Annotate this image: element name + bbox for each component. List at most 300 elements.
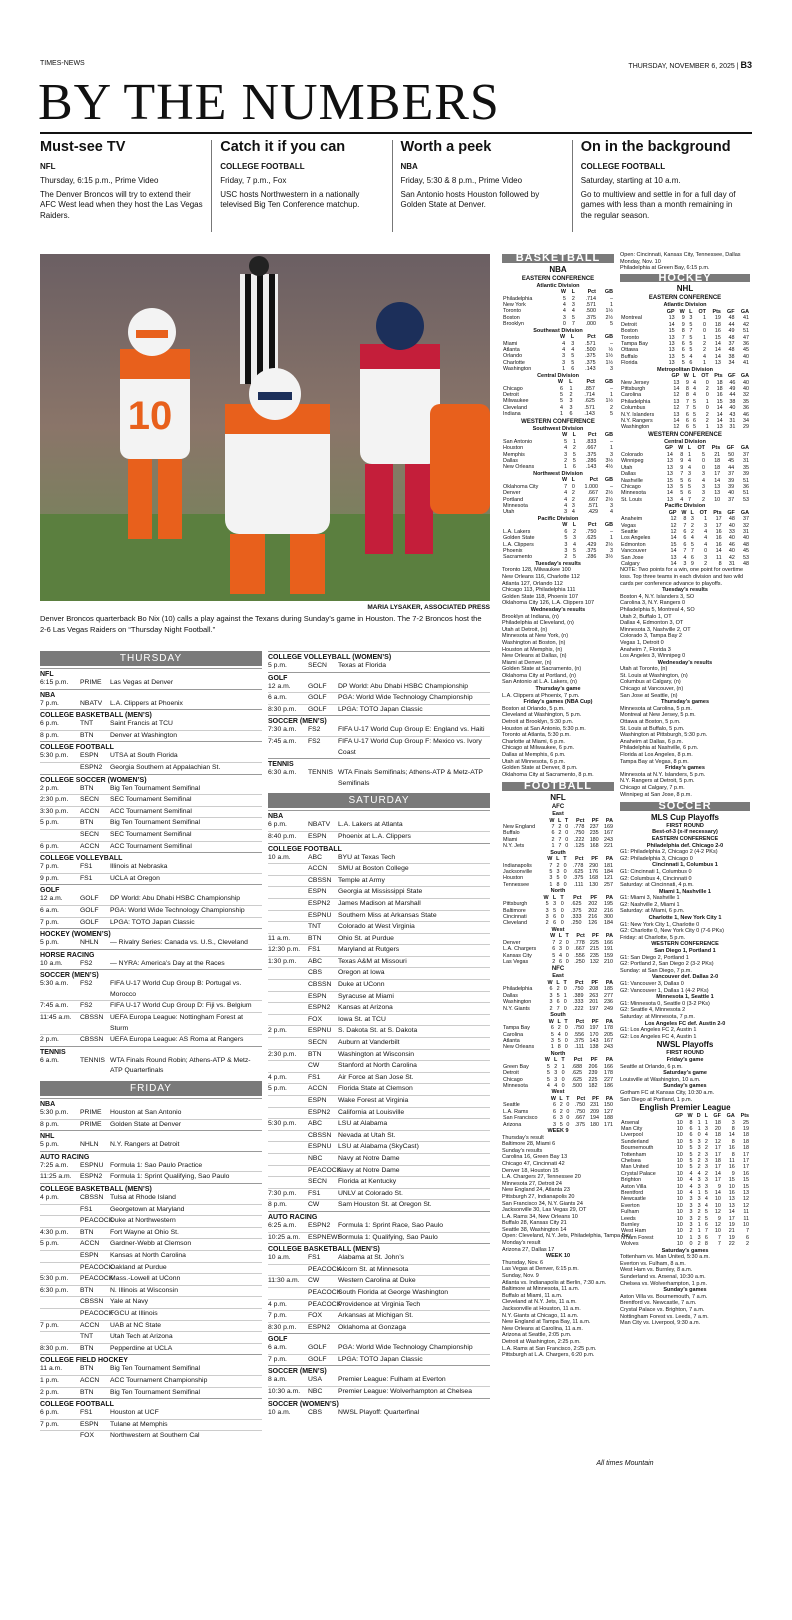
standings-cell: 0: [565, 946, 569, 953]
standings-cell: 10: [676, 1177, 683, 1184]
standings-cell: 10: [714, 1202, 721, 1209]
standings-header-cell: GB: [604, 379, 613, 386]
pick-category: COLLEGE FOOTBALL: [220, 161, 305, 171]
standings-cell: 4: [692, 386, 696, 393]
standings-header-cell: Pts: [712, 308, 721, 315]
standings-cell: 4: [610, 509, 613, 516]
standings-cell: 34: [728, 360, 735, 367]
standings-cell: 35: [743, 464, 749, 471]
division-name: North: [550, 888, 566, 895]
listing-event: South Florida at George Washington: [338, 1288, 449, 1296]
standings-cell: 45: [728, 458, 735, 465]
standings-header-cell: Pct: [586, 379, 595, 386]
standings-cell: Golden State: [503, 535, 535, 542]
result-line: Winnipeg at San Jose, 8 p.m.: [620, 791, 692, 798]
listing-row: [268, 991, 490, 1003]
standings-cell: .571: [587, 502, 598, 509]
standings-cell: Wolves: [621, 1241, 639, 1248]
standings-cell: 40: [743, 353, 749, 360]
section-header-football: FOOTBALL: [502, 782, 614, 791]
standings-cell: 9: [680, 458, 684, 465]
sport-heading: COLLEGE FOOTBALL: [40, 1398, 262, 1408]
standings-cell: 6: [681, 347, 685, 354]
listing-time: 8 a.m.: [268, 1376, 287, 1384]
standings-cell: 48: [728, 315, 735, 322]
listing-time: [40, 830, 80, 841]
standings-cell: 0: [563, 869, 567, 875]
standings-cell: 202: [588, 901, 598, 908]
listing-event: Mass.-Lowell at UConn: [110, 1275, 181, 1283]
standings-header-cell: L: [572, 432, 576, 439]
standings-cell: Carolina: [503, 1031, 524, 1038]
listing-event: Wake Forest at Virginia: [338, 1097, 409, 1104]
standings-cell: 2: [705, 411, 709, 418]
standings-cell: Man United: [621, 1164, 649, 1171]
standings-cell: 48: [743, 541, 749, 548]
sport-heading: SOCCER (WOMEN’S): [268, 1398, 490, 1408]
standings-cell: 5: [680, 477, 684, 484]
listing-event: Arkansas at Michigan St.: [338, 1312, 414, 1320]
standings-cell: 0: [563, 986, 567, 993]
standings-cell: 16: [728, 1145, 735, 1152]
standings-cell: 166: [604, 1063, 613, 1070]
standings-cell: 8: [557, 1044, 561, 1051]
listing-event: Houston at UCF: [110, 1409, 159, 1417]
standings-cell: 1: [610, 392, 613, 399]
listing-time: 8:40 p.m.: [268, 832, 297, 840]
standings-cell: 16: [743, 1170, 749, 1177]
listing-time: 2 p.m.: [268, 1027, 287, 1035]
result-line: San Francisco 34, N.Y. Giants 24: [502, 1200, 583, 1207]
nba-division-table: [502, 432, 614, 470]
playoff-line: G1: Los Angeles FC 2, Austin 1: [620, 1027, 697, 1034]
standings-cell: 0: [564, 1031, 568, 1038]
listing-event: Oklahoma at Gonzaga: [338, 1323, 407, 1331]
standings-cell: 0: [701, 458, 705, 465]
standings-cell: 6: [689, 1125, 693, 1132]
result-line: Jacksonville 30, Las Vegas 29, OT: [502, 1207, 587, 1214]
standings-cell: 41: [743, 315, 749, 322]
standings-cell: 19: [714, 315, 721, 322]
pick-heading: Catch it if you can: [220, 139, 346, 155]
playoff-line: EASTERN CONFERENCE: [651, 835, 719, 842]
standings-cell: 2: [705, 386, 709, 393]
standings-cell: .375: [571, 907, 582, 914]
standings-cell: 185: [604, 986, 613, 993]
listing-time: 10:25 a.m.: [268, 1233, 301, 1241]
standings-cell: 5: [689, 347, 693, 354]
listing-event: FIFA U-17 World Cup Group F: Mexico vs. Ivory Coast: [338, 737, 482, 756]
result-line: Utah at Minnesota, 6 p.m.: [502, 758, 565, 765]
standings-header-cell: Pct: [587, 289, 596, 296]
listing-event: Alabama at St. John’s: [338, 1254, 404, 1262]
listing-event: SMU at Boston College: [338, 865, 409, 873]
nba-division-table: [502, 334, 614, 372]
listing-event: Kansas at Arizona: [338, 1004, 393, 1012]
standings-cell: L.A. Chargers: [503, 946, 537, 953]
listing-row: [40, 1140, 262, 1151]
listing-network: SECN: [80, 830, 99, 838]
standings-cell: 48: [728, 334, 735, 341]
standings-cell: Chicago: [503, 385, 523, 392]
playoff-line: G2: Philadelphia 3, Chicago 0: [620, 855, 693, 862]
standings-cell: 36: [743, 483, 749, 490]
listing-network: CBSSN: [308, 1131, 332, 1139]
standings-cell: 12: [673, 424, 680, 431]
result-line: L.A. Chargers 27, Tennessee 20: [502, 1174, 581, 1181]
standings-cell: 4: [689, 1177, 693, 1184]
standings-cell: 8: [731, 1125, 735, 1132]
standings-cell: 7: [685, 405, 689, 412]
standings-cell: 7: [704, 1228, 708, 1235]
listing-row: [268, 1287, 490, 1299]
listing-time: 5 p.m.: [268, 662, 287, 669]
standings-cell: Philadelphia: [621, 398, 651, 405]
listing-event: Florida at Kentucky: [338, 1178, 397, 1186]
standings-cell: 227: [604, 1076, 613, 1083]
standings-cell: 4: [571, 347, 575, 354]
result-line: N.Y. Giants at Chicago, 11 a.m.: [502, 1312, 579, 1319]
listing-network: PEACOCK: [80, 1309, 114, 1317]
listing-time: [40, 1297, 80, 1308]
sport-heading: HORSE RACING: [40, 949, 262, 959]
listing-network: CW: [308, 1201, 320, 1209]
listing-event: Auburn at Vanderbilt: [338, 1039, 400, 1047]
listing-time: 7 p.m.: [40, 1321, 59, 1329]
standings-cell: 18: [743, 1138, 749, 1145]
standings-cell: 1½: [605, 353, 613, 360]
listing-time: 7 p.m.: [40, 918, 59, 926]
standings-cell: 206: [588, 1063, 598, 1070]
standings-cell: 7: [717, 1234, 721, 1241]
standings-header-cell: GA: [740, 373, 749, 380]
standings-cell: 127: [604, 1108, 613, 1115]
listing-network: FS2: [80, 980, 93, 988]
listing-time: 4 p.m.: [268, 1073, 287, 1081]
listing-network: ESPNU: [308, 1027, 332, 1035]
standings-cell: 14: [673, 418, 680, 425]
standings-cell: 5: [692, 411, 696, 418]
standings-cell: 4: [559, 404, 563, 411]
standings-cell: 290: [589, 862, 599, 869]
standings-cell: 16: [715, 541, 722, 548]
listing-network: ESPN2: [308, 1108, 331, 1116]
standings-cell: 9: [680, 464, 684, 471]
standings-cell: 3: [701, 471, 705, 478]
standings-cell: 3: [610, 366, 613, 373]
listing-event: Duke at UConn: [338, 981, 385, 989]
standings-cell: 11: [743, 1209, 749, 1216]
listing-row: [40, 1056, 262, 1077]
schedule-list: [620, 1294, 750, 1327]
standings-cell: 3: [610, 451, 613, 458]
standings-cell: 0: [560, 920, 564, 927]
standings-cell: Newcastle: [621, 1196, 646, 1203]
standings-column-hockey-soccer: [620, 252, 750, 1327]
listing-event: UAB at NC State: [110, 1321, 161, 1329]
result-line: Everton vs. Fulham, 8 a.m.: [620, 1260, 686, 1267]
standings-cell: Montreal: [621, 315, 642, 322]
standings-cell: 4: [689, 1170, 693, 1177]
standings-cell: 6: [571, 366, 575, 373]
listing-event: ACC Tournament Semifinal: [110, 807, 192, 815]
listing-time: 7:30 p.m.: [268, 1189, 297, 1197]
standings-cell: 0: [563, 862, 567, 869]
standings-cell: 0: [560, 914, 564, 921]
standings-cell: .667: [587, 496, 598, 503]
listing-row: [268, 1025, 490, 1037]
listing-time: [268, 1131, 308, 1142]
listing-network: ABC: [308, 957, 322, 965]
listing-network: ACCN: [80, 1240, 100, 1248]
standings-cell: 12: [714, 1209, 721, 1216]
nhl-division-table: [620, 373, 750, 431]
result-line: Thursday’s result: [502, 1134, 544, 1141]
result-line: Montreal at New Jersey, 5 p.m.: [620, 712, 696, 719]
nba-division-table: [502, 289, 614, 327]
listing-time: [40, 1431, 80, 1442]
listing-time: 11:45 a.m.: [40, 1014, 72, 1022]
standings-cell: 1: [702, 360, 706, 367]
standings-cell: .688: [571, 1063, 583, 1070]
listing-event: DP World: Abu Dhabi HSBC Championship: [110, 895, 241, 903]
listing-event: ACC Tournament Championship: [110, 1376, 208, 1384]
standings-cell: Edmonton: [621, 541, 646, 548]
standings-cell: Arizona: [503, 1121, 522, 1128]
result-line: West Ham vs. Burnley, 8 a.m.: [620, 1267, 693, 1274]
standings-cell: .389: [572, 992, 584, 999]
listing-network: ACCN: [80, 1376, 100, 1384]
result-line: Vegas 1, Detroit 0: [620, 639, 664, 646]
listing-event: UNLV at Colorado St.: [338, 1189, 403, 1197]
playoff-line: G2: Los Angeles FC 4, Austin 1: [620, 1033, 697, 1040]
result-line: Open: Cleveland, N.Y. Jets, Philadelphia, Tampa Bay: [502, 1233, 632, 1240]
standings-cell: 2: [697, 1151, 701, 1158]
standings-cell: 5: [689, 1151, 693, 1158]
listing-event: Alcorn St. at Minnesota: [338, 1265, 409, 1273]
standings-cell: 12: [714, 1222, 721, 1228]
listing-network: ESPN: [308, 1097, 327, 1104]
standings-header-cell: GB: [604, 289, 613, 296]
division-name: Central Division: [664, 438, 706, 445]
standings-cell: 53: [743, 496, 749, 503]
listing-network: FS2: [308, 726, 321, 734]
standings-cell: 5: [681, 353, 685, 360]
standings-cell: 2: [701, 496, 705, 503]
listing-time: [268, 922, 308, 933]
listing-time: [268, 911, 308, 922]
standings-cell: Orlando: [503, 353, 523, 360]
standings-cell: 0: [563, 999, 567, 1006]
standings-cell: .429: [587, 509, 598, 516]
listing-network: BTN: [308, 934, 322, 942]
result-line: San Jose at Seattle, (n): [620, 692, 678, 699]
standings-header-cell: GF: [726, 445, 735, 452]
standings-header-cell: GA: [740, 308, 749, 315]
standings-cell: 46: [743, 411, 749, 418]
result-line: Philadelphia at Green Bay, 6:15 p.m.: [620, 265, 710, 272]
standings-cell: 48: [728, 347, 735, 354]
standings-cell: 3: [559, 946, 563, 953]
standings-cell: 6: [559, 385, 563, 392]
result-line: Buffalo 28, Kansas City 21: [502, 1220, 567, 1227]
standings-cell: 10: [728, 1183, 735, 1190]
standings-cell: .000: [585, 321, 596, 328]
listing-event: SEC Tournament Semifinal: [110, 796, 192, 804]
standings-cell: 3: [554, 1070, 558, 1077]
standings-cell: 13: [668, 353, 675, 360]
listing-time: [268, 887, 308, 898]
listing-event: UCLA at Oregon: [110, 874, 160, 882]
listing-event: Georgetown at Maryland: [110, 1205, 185, 1213]
listing-time: 7:25 a.m.: [40, 1161, 69, 1169]
standings-cell: 4: [704, 1196, 708, 1203]
standings-cell: 31: [743, 528, 749, 535]
standings-cell: 8: [731, 1138, 735, 1145]
listing-row: [268, 886, 490, 898]
standings-cell: 5: [689, 1138, 693, 1145]
standings-cell: 5: [704, 1189, 708, 1196]
nfl-division-table: [502, 1057, 614, 1089]
standings-cell: 37: [743, 451, 749, 458]
standings-cell: .625: [572, 869, 584, 875]
standings-cell: 7: [552, 939, 556, 946]
standings-cell: 51: [743, 490, 749, 497]
standings-cell: .667: [574, 946, 585, 953]
nhl-division-table: [620, 309, 750, 367]
standings-cell: 176: [589, 869, 599, 875]
standings-cell: 19: [728, 1222, 735, 1228]
standings-cell: 21: [714, 451, 721, 458]
pick-category: COLLEGE FOOTBALL: [580, 161, 666, 171]
standings-cell: 3: [697, 1183, 701, 1190]
standings-header-cell: T: [566, 1095, 570, 1102]
standings-cell: .143: [585, 366, 596, 373]
standings-cell: N.Y. Rangers: [621, 418, 653, 425]
listing-event: Sam Houston St. at Oregon St.: [338, 1201, 432, 1209]
playoff-line: G1: Cincinnati 1, Columbus 0: [620, 868, 692, 875]
standings-cell: Anaheim: [621, 516, 643, 523]
listing-time: 6 p.m.: [268, 821, 287, 829]
standings-cell: 46: [729, 379, 736, 386]
standings-cell: 5: [692, 405, 696, 412]
standings-cell: 3: [683, 560, 687, 567]
standings-cell: 4: [564, 496, 568, 503]
listing-network: ACCN: [308, 865, 328, 873]
standings-cell: 1: [562, 366, 566, 373]
listing-event: Syracuse at Miami: [338, 992, 394, 1000]
nfl-division-table: [502, 1019, 614, 1051]
standings-cell: Carolina: [621, 392, 642, 399]
result-line: Seattle 38, Washington 14: [502, 1226, 567, 1233]
standings-cell: 4: [689, 1189, 693, 1196]
listing-time: 1 p.m.: [40, 1376, 59, 1384]
division-name: South: [550, 1012, 566, 1019]
listing-row: [40, 1320, 262, 1332]
standings-cell: 11: [715, 554, 722, 561]
standings-cell: 221: [604, 843, 613, 850]
result-line: Florida at Los Angeles, 8 p.m.: [620, 752, 693, 758]
standings-header-cell: W: [548, 1018, 554, 1025]
sport-heading: COLLEGE FOOTBALL: [268, 843, 490, 853]
listing-event: Temple at Army: [338, 876, 385, 884]
standings-cell: Fulham: [621, 1209, 639, 1216]
listing-event: Navy at Notre Dame: [338, 1166, 400, 1174]
standings-cell: 2½: [605, 541, 613, 548]
standings-cell: Tampa Bay: [503, 1025, 530, 1032]
listing-network: PEACOCK: [80, 1275, 114, 1283]
listing-time: 2 p.m.: [40, 1036, 59, 1044]
listing-row: [268, 1221, 490, 1232]
listing-event: LPGA: TOTO Japan Classic: [338, 1355, 423, 1363]
listing-time: 7 p.m.: [268, 1355, 287, 1363]
standings-cell: 0: [705, 379, 709, 386]
listing-time: 5:30 p.m.: [40, 1109, 69, 1117]
playoff-line: Philadelphia def. Chicago 2-0: [646, 842, 724, 849]
listing-time: [40, 1332, 80, 1343]
standings-cell: 32: [743, 392, 749, 399]
standings-cell: 10: [714, 496, 721, 503]
standings-cell: 7: [558, 836, 562, 843]
standings-cell: 5: [571, 359, 575, 366]
standings-cell: .667: [585, 445, 597, 452]
standings-cell: 15: [670, 541, 677, 548]
standings-cell: 16: [714, 328, 721, 335]
standings-header-cell: L: [687, 445, 691, 452]
standings-cell: 15: [743, 1177, 749, 1184]
listing-network: PEACOCK: [80, 1217, 114, 1225]
listing-event: Texas A&M at Missouri: [338, 957, 407, 965]
listing-network: BTN: [80, 819, 94, 827]
standings-cell: 13: [673, 379, 680, 386]
standings-cell: Detroit: [503, 392, 519, 399]
standings-cell: 9: [690, 560, 694, 567]
standings-cell: 235: [589, 952, 599, 959]
standings-cell: 3½: [605, 554, 613, 561]
standings-cell: .667: [587, 490, 598, 497]
listing-network: PEACOCK: [308, 1166, 342, 1174]
standings-cell: 3: [553, 1121, 557, 1128]
sport-heading: COLLEGE VOLLEYBALL (WOMEN’S): [268, 651, 490, 661]
standings-cell: West Ham: [621, 1228, 647, 1235]
listing-row: [40, 1034, 262, 1046]
listing-row: [40, 1308, 262, 1320]
standings-cell: 31: [729, 418, 736, 425]
listing-network: GOLF: [308, 694, 327, 702]
playoff-line: Friday: at Charlotte, 5 p.m.: [620, 934, 686, 941]
standings-cell: 1: [688, 451, 691, 458]
standings-cell: 143: [589, 1037, 599, 1044]
standings-cell: 2: [697, 1157, 701, 1164]
standings-cell: 0: [561, 1082, 565, 1089]
standings-cell: 53: [743, 554, 749, 561]
standings-cell: 13: [668, 334, 675, 341]
listing-network: ACCN: [308, 1085, 328, 1093]
standings-cell: 3: [571, 340, 575, 347]
playoff-line: Saturday’s game: [663, 1070, 707, 1077]
standings-cell: 150: [604, 1102, 613, 1109]
listing-time: [268, 1288, 308, 1299]
listing-network: GOLF: [308, 1355, 327, 1363]
standings-cell: 12: [743, 1196, 749, 1203]
standings-cell: Nashville: [621, 477, 643, 484]
standings-cell: .333: [572, 999, 584, 1006]
result-line: Minnesota at Carolina, 5 p.m.: [620, 705, 692, 712]
listing-event: DP World: Abu Dhabi HSBC Championship: [338, 682, 469, 690]
standings-cell: .333: [571, 914, 582, 921]
listing-event: Tulane at Memphis: [110, 1420, 168, 1428]
standings-cell: 5: [571, 353, 575, 360]
